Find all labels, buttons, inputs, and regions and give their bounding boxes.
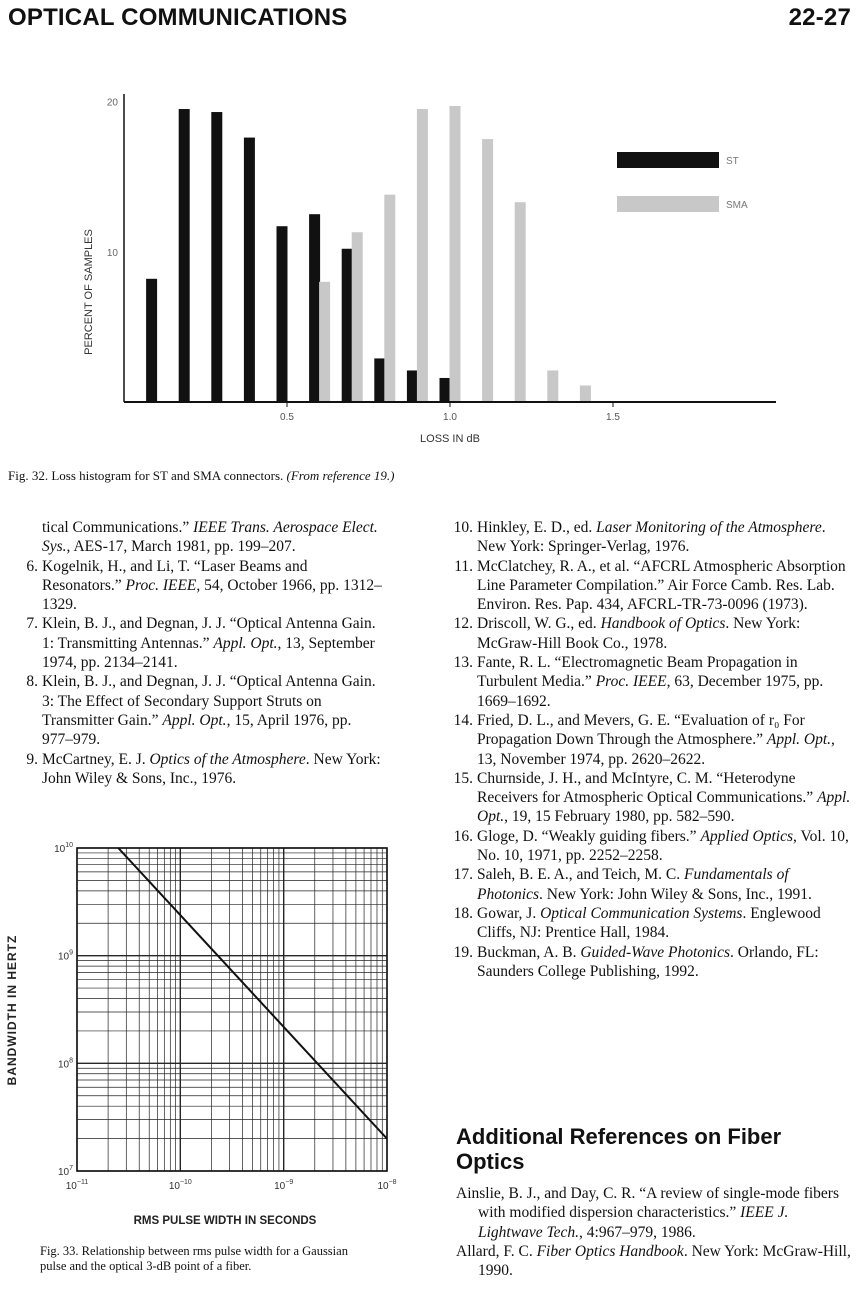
reference-right-1-part-0: McClatchey, R. A., et al. “AFCRL Atmospheric Absorption Line Parameter Compilation.” Air Force Camb. Res. Lab. Environ. Res. Pap. 434, AFCRL-TR-73-0096 (1973). (477, 557, 846, 614)
reference-left-0-part-0: tical Communications.” (42, 519, 194, 536)
fig32-bar-st-2 (211, 112, 222, 402)
fig32-bar-sma-5 (482, 139, 493, 402)
reference-right-5-part-2: , 19, 15 February 1980, pp. 582–590. (504, 808, 735, 826)
reference-right-9-part-1: Guided-Wave Photonics (580, 943, 731, 961)
reference-number: 8. (26, 673, 38, 691)
reference-right-6 (453, 827, 851, 866)
reference-right-8-part-1: Optical Communication Systems (540, 904, 743, 922)
fig32-caption-source: (From reference 19.) (286, 468, 395, 483)
fig32-bar-sma-8 (580, 385, 591, 402)
fig32-bar-sma-1 (352, 232, 363, 402)
fig32-x-tick-label-1: 1.0 (443, 412, 457, 423)
fig32-bar-sma-2 (384, 195, 395, 402)
reference-left-0 (18, 518, 386, 557)
reference-right-8-part-2: . Englewood Cliffs, NJ: Prentice Hall, 1984. (477, 904, 821, 942)
additional-reference-0-part-1: IEEE J. Lightwave Tech. (478, 1204, 789, 1241)
fig33-caption-line2: pulse and the optical 3-dB point of a fiber. (40, 1259, 252, 1273)
page-number: 22-27 (788, 4, 851, 31)
reference-right-3-part-1: Proc. IEEE (595, 673, 667, 691)
fig33-y-tick-label-3: $10^{10}$ (54, 842, 73, 855)
fig32-caption (8, 468, 394, 484)
fig33-bandwidth-chart (0, 835, 430, 1235)
fig32-bar-st-6 (342, 249, 353, 402)
reference-left-0-part-2: , AES-17, March 1981, pp. 199–207. (66, 538, 296, 556)
fig32-bar-sma-6 (515, 202, 526, 402)
reference-left-3 (18, 672, 386, 749)
reference-left-2-part-0: Klein, B. J., and Degnan, J. J. “Optical Antenna Gain. 1: Transmitting Antennas.” (42, 615, 376, 652)
fig32-caption-text: Fig. 32. Loss histogram for ST and SMA connectors. (8, 468, 287, 483)
fig32-x-tick-label-2: 1.5 (606, 412, 620, 423)
reference-right-4-part-2: , 13, November 1974, pp. 2620–2622. (477, 731, 835, 768)
fig32-bar-st-8 (407, 370, 418, 402)
fig33-x-tick-label-3: $10^{-8}$ (377, 1179, 397, 1192)
reference-right-3-part-0: Fante, R. L. “Electromagnetic Beam Propagation in Turbulent Media.” (477, 654, 798, 691)
reference-right-0-part-2: . New York: Springer-Verlag, 1976. (477, 519, 826, 556)
fig33-y-tick-label-1: $10^8$ (57, 1057, 73, 1071)
additional-references-heading: Additional References on Fiber Optics (456, 1124, 782, 1174)
reference-left-1-part-1: Proc. IEEE (125, 576, 197, 594)
reference-left-4-part-2: . New York: John Wiley & Sons, Inc., 1976. (42, 750, 381, 787)
reference-number: 19. (453, 943, 473, 961)
reference-right-4-part-1: Appl. Opt. (766, 731, 832, 749)
fig32-x-tick-label-0: 0.5 (280, 412, 294, 423)
reference-right-0-part-0: Hinkley, E. D., ed. (477, 519, 597, 536)
additional-reference-1-part-2: . New York: McGraw-Hill, 1990. (478, 1242, 851, 1280)
reference-right-7-part-1: Fundamentals of Photonics (477, 866, 789, 903)
fig32-legend-swatch-st (617, 152, 719, 168)
reference-list-right (453, 518, 851, 981)
reference-right-6-part-0: Gloge, D. “Weakly guiding fibers.” (477, 827, 701, 845)
reference-right-7 (453, 865, 851, 904)
additional-reference-1 (456, 1242, 851, 1281)
fig32-x-axis-label: LOSS IN dB (420, 433, 480, 445)
additional-reference-0-part-0: Ainslie, B. J., and Day, C. R. “A review of single-mode fibers with modified dispersion characteristics.” (456, 1185, 839, 1222)
reference-number: 7. (26, 615, 38, 633)
additional-references-section (456, 1124, 851, 1280)
reference-left-3-part-2: , 15, April 1976, pp. 977–979. (42, 711, 352, 749)
reference-number: 9. (26, 750, 38, 768)
fig33-caption-line1: Fig. 33. Relationship between rms pulse width for a Gaussian (40, 1244, 348, 1258)
reference-right-6-part-2: , Vol. 10, No. 10, 1971, pp. 2252–2258. (477, 827, 849, 865)
reference-left-2-part-2: , 13, September 1974, pp. 2134–2141. (42, 634, 375, 672)
reference-number: 17. (453, 866, 473, 884)
reference-right-2-part-2: . New York: McGraw-Hill Book Co., 1978. (477, 615, 801, 652)
fig32-bar-st-9 (440, 378, 451, 402)
running-header-title: OPTICAL COMMUNICATIONS (8, 4, 348, 31)
fig32-bar-st-3 (244, 138, 255, 402)
fig33-caption (40, 1244, 348, 1274)
reference-left-1 (18, 557, 386, 615)
fig32-bar-sma-4 (450, 106, 461, 402)
reference-right-1 (453, 557, 851, 615)
reference-number: 11. (454, 557, 473, 575)
reference-number: 13. (453, 654, 473, 672)
reference-number: 18. (453, 904, 473, 922)
reference-left-1-part-2: , 54, October 1966, pp. 1312–1329. (42, 576, 382, 614)
reference-number: 15. (453, 769, 473, 787)
fig32-legend-swatch-sma (617, 196, 719, 212)
additional-reference-1-part-1: Fiber Optics Handbook (536, 1242, 684, 1260)
reference-number: 12. (453, 615, 473, 633)
fig32-bar-st-4 (277, 226, 288, 402)
reference-right-2-part-1: Handbook of Optics (600, 615, 726, 633)
fig33-y-axis-label: BANDWIDTH IN HERTZ (5, 934, 19, 1086)
fig33-x-tick-label-0: $10^{-11}$ (65, 1179, 89, 1192)
reference-number: 10. (453, 519, 473, 536)
fig33-y-tick-label-0: $10^7$ (57, 1165, 73, 1178)
reference-right-9-part-0: Buckman, A. B. (477, 943, 581, 961)
reference-number: 6. (26, 557, 38, 575)
reference-right-2 (453, 614, 851, 653)
reference-right-7-part-0: Saleh, B. E. A., and Teich, M. C. (477, 866, 685, 884)
reference-right-0 (453, 518, 851, 557)
fig33-y-tick-label-2: $10^9$ (57, 949, 73, 963)
reference-left-4 (18, 750, 386, 789)
fig32-legend-label-sma: SMA (726, 200, 748, 211)
reference-left-0-part-1: IEEE Trans. Aerospace Elect. Sys. (42, 519, 378, 556)
reference-left-3-part-1: Appl. Opt. (162, 711, 227, 729)
reference-number: 14. (453, 711, 473, 729)
reference-right-5 (453, 769, 851, 827)
fig33-x-axis-label: RMS PULSE WIDTH IN SECONDS (133, 1215, 317, 1227)
fig33-x-tick-label-1: $10^{-10}$ (168, 1179, 192, 1192)
reference-right-8 (453, 904, 851, 943)
fig32-loss-histogram (0, 80, 861, 455)
reference-number: 16. (453, 827, 473, 845)
additional-reference-0-part-2: , 4:967–979, 1986. (579, 1223, 696, 1241)
reference-list-left (18, 518, 386, 788)
reference-left-1-part-0: Kogelnik, H., and Li, T. “Laser Beams and Resonators.” (42, 557, 308, 594)
reference-left-2-part-1: Appl. Opt. (213, 634, 278, 652)
reference-right-5-part-0: Churnside, J. H., and McIntyre, C. M. “Heterodyne Receivers for Atmospheric Optical Communications.” (477, 769, 818, 807)
fig32-bar-st-5 (309, 214, 320, 402)
reference-right-0-part-1: Laser Monitoring of the Atmosphere (596, 519, 822, 536)
reference-left-3-part-0: Klein, B. J., and Degnan, J. J. “Optical Antenna Gain. 3: The Effect of Secondary Support Struts on Transmitter Gain.” (42, 673, 376, 729)
reference-right-4 (453, 711, 851, 769)
reference-left-2 (18, 614, 386, 672)
reference-right-9-part-2: . Orlando, FL: Saunders College Publishing, 1992. (477, 943, 819, 980)
fig32-y-tick-label-0: 10 (106, 247, 118, 259)
reference-right-3 (453, 653, 851, 711)
reference-left-4-part-1: Optics of the Atmosphere (149, 750, 306, 768)
reference-right-2-part-0: Driscoll, W. G., ed. (477, 615, 601, 633)
fig32-legend-label-st: ST (726, 156, 739, 167)
reference-left-4-part-0: McCartney, E. J. (42, 750, 150, 768)
fig32-y-tick-label-1: 20 (106, 97, 118, 109)
fig33-x-tick-label-2: $10^{-9}$ (274, 1179, 294, 1192)
reference-right-8-part-0: Gowar, J. (477, 904, 541, 922)
fig33-plot-frame (77, 848, 387, 1171)
fig32-bar-st-0 (146, 279, 157, 402)
fig32-bar-st-7 (374, 358, 385, 402)
reference-right-7-part-2: . New York: John Wiley & Sons, Inc., 1991. (539, 885, 812, 903)
additional-reference-1-part-0: Allard, F. C. (456, 1242, 537, 1260)
fig32-y-axis-label: PERCENT OF SAMPLES (83, 229, 95, 355)
fig32-bar-sma-3 (417, 109, 428, 402)
reference-right-4-part-0: Fried, D. L., and Mevers, G. E. “Evaluation of r₀ For Propagation Down Through the Atmosphere.” (477, 711, 805, 749)
fig32-bar-sma-0 (319, 282, 330, 402)
additional-reference-0 (456, 1184, 851, 1242)
reference-right-9 (453, 943, 851, 982)
reference-right-6-part-1: Applied Optics (700, 827, 794, 845)
fig32-bar-sma-7 (547, 370, 558, 402)
reference-right-3-part-2: , 63, December 1975, pp. 1669–1692. (477, 673, 824, 710)
fig32-bar-st-1 (179, 109, 190, 402)
reference-right-5-part-1: Appl. Opt. (477, 789, 851, 826)
